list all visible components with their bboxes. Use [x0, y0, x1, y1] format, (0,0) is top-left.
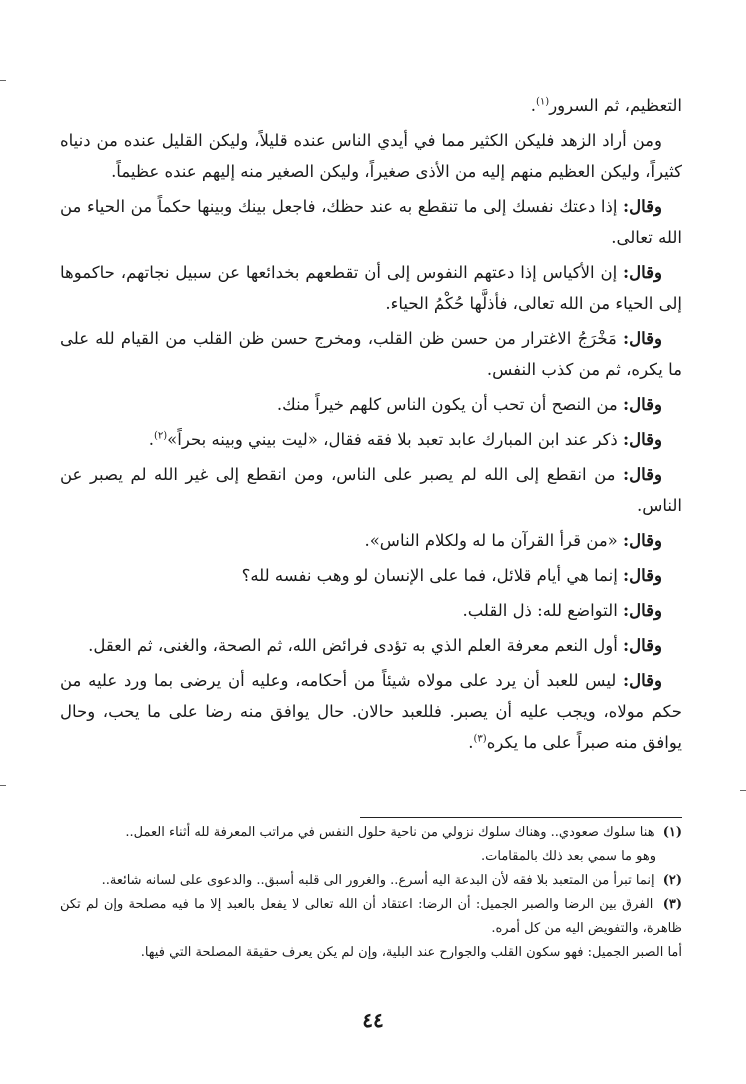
paragraph-lead: وقال: [623, 329, 662, 348]
paragraph-text: إن الأكياس إذا دعتهم النفوس إلى أن تقطعهم بخدائعها عن سبيل نجاتهم، حاكموها إلى الحياء من الله تعالى، فأذلَّها حُكْمُ الحياء. [60, 263, 682, 313]
footnote-number: (٢) [662, 873, 682, 888]
left-margin-mark-lower [0, 785, 6, 786]
footnote-divider [360, 817, 682, 818]
paragraph [60, 389, 682, 420]
paragraph [60, 191, 682, 253]
paragraph-lead: وقال: [623, 395, 662, 414]
footnote [60, 893, 682, 941]
paragraph-lead: وقال: [623, 465, 663, 484]
paragraph-text: من النصح أن تحب أن يكون الناس كلهم خيراً منك. [276, 395, 618, 414]
footnote-number: (١) [662, 825, 682, 840]
paragraph-end: . [468, 733, 474, 752]
paragraph-text: ذكر عند ابن المبارك عابد تعبد بلا فقه فقال، «ليت بيني وبينه بحراً» [167, 430, 618, 449]
main-text [60, 90, 682, 762]
paragraph-text: «من قرأ القرآن ما له ولكلام الناس». [364, 531, 618, 550]
right-margin-mark [740, 790, 746, 791]
paragraph-text: أول النعم معرفة العلم الذي به تؤدى فرائض الله، ثم الصحة، والغنى، ثم العقل. [88, 636, 618, 655]
paragraph-lead: وقال: [623, 601, 662, 620]
paragraph-text: التواضع لله: ذل القلب. [462, 601, 618, 620]
paragraph [60, 459, 682, 521]
paragraph-text: إنما هي أيام قلائل، فما على الإنسان لو وهب نفسه لله؟ [241, 566, 618, 585]
paragraph [60, 665, 682, 758]
paragraph-lead: وقال: [623, 263, 662, 282]
footnote-ref[interactable]: (١) [536, 96, 550, 108]
footnotes [60, 821, 682, 965]
footnote-text: الفرق بين الرضا والصبر الجميل: أن الرضا: اعتقاد أن الله تعالى لا يفعل بالعبد إلا ما فيه مصلحة وإن لم تكن ظاهرة، والتفويض اليه من كل أمره. [60, 897, 682, 936]
footnote [60, 941, 682, 965]
footnote-continuation: وهو ما سمي بعد ذلك بالمقامات. [481, 849, 656, 864]
footnote [60, 821, 682, 869]
paragraph [60, 257, 682, 319]
paragraph [60, 90, 682, 121]
paragraph-lead: وقال: [623, 197, 662, 216]
paragraph [60, 125, 682, 187]
footnote-text: أما الصبر الجميل: فهو سكون القلب والجوارح عند البلية، وإن لم يكن يعرف حقيقة المصلحة التي فيها. [140, 945, 682, 960]
paragraph [60, 525, 682, 556]
paragraph-end: . [530, 96, 536, 115]
footnote-ref[interactable]: (٣) [473, 733, 487, 745]
paragraph-lead: وقال: [623, 636, 662, 655]
paragraph-lead: وقال: [623, 566, 662, 585]
paragraph-lead: وقال: [623, 430, 662, 449]
paragraph [60, 424, 682, 455]
paragraph-lead: وقال: [623, 671, 663, 690]
paragraph [60, 595, 682, 626]
paragraph-end: . [148, 430, 154, 449]
footnote-text: إنما تبرأ من المتعبد بلا فقه لأن البدعة اليه أسرع.. والغرور الى قلبه أسبق.. والدعوى على لسانه شائعة.. [101, 873, 655, 888]
left-margin-mark [0, 80, 6, 81]
paragraph-text: إذا دعتك نفسك إلى ما تنقطع به عند حظك، فاجعل بينك وبينها حكماً من الحياء من الله تعالى. [60, 197, 682, 247]
paragraph-text: ليس للعبد أن يرد على مولاه شيئاً من أحكامه، وعليه أن يرضى بما ورد عليه من حكم مولاه، ويجب عليه أن يصبر. فللعبد حالان. حال يوافق منه رضا على ما يحب، وحال يوافق منه صبراً على ما يكره [60, 671, 682, 752]
footnote-text: هنا سلوك صعودي.. وهناك سلوك نزولي من ناحية حلول النفس في مراتب المعرفة لله أثناء العمل.. [125, 825, 655, 840]
paragraph [60, 630, 682, 661]
paragraph-text: التعظيم، ثم السرور [549, 96, 682, 115]
page-number: ٤٤ [362, 1008, 384, 1032]
paragraph [60, 323, 682, 385]
paragraph [60, 560, 682, 591]
paragraph-text: مَخْرَجُ الاغترار من حسن ظن القلب، ومخرج حسن ظن القلب من القيام لله على ما يكره، ثم من كذب النفس. [60, 329, 682, 379]
footnote-ref[interactable]: (٢) [153, 430, 168, 442]
paragraph-text: ومن أراد الزهد فليكن الكثير مما في أيدي الناس عنده قليلاً، وليكن القليل عنده من دنياه كثيراً، وليكن العظيم منهم إليه من الأذى صغيراً، وليكن الصغير منه إليهم عنده عظيماً. [60, 131, 682, 181]
footnote [60, 869, 682, 893]
footnote-number: (٣) [662, 897, 682, 912]
paragraph-text: من انقطع إلى الله لم يصبر على الناس، ومن انقطع إلى غير الله لم يصبر عن الناس. [60, 465, 682, 515]
paragraph-lead: وقال: [623, 531, 662, 550]
